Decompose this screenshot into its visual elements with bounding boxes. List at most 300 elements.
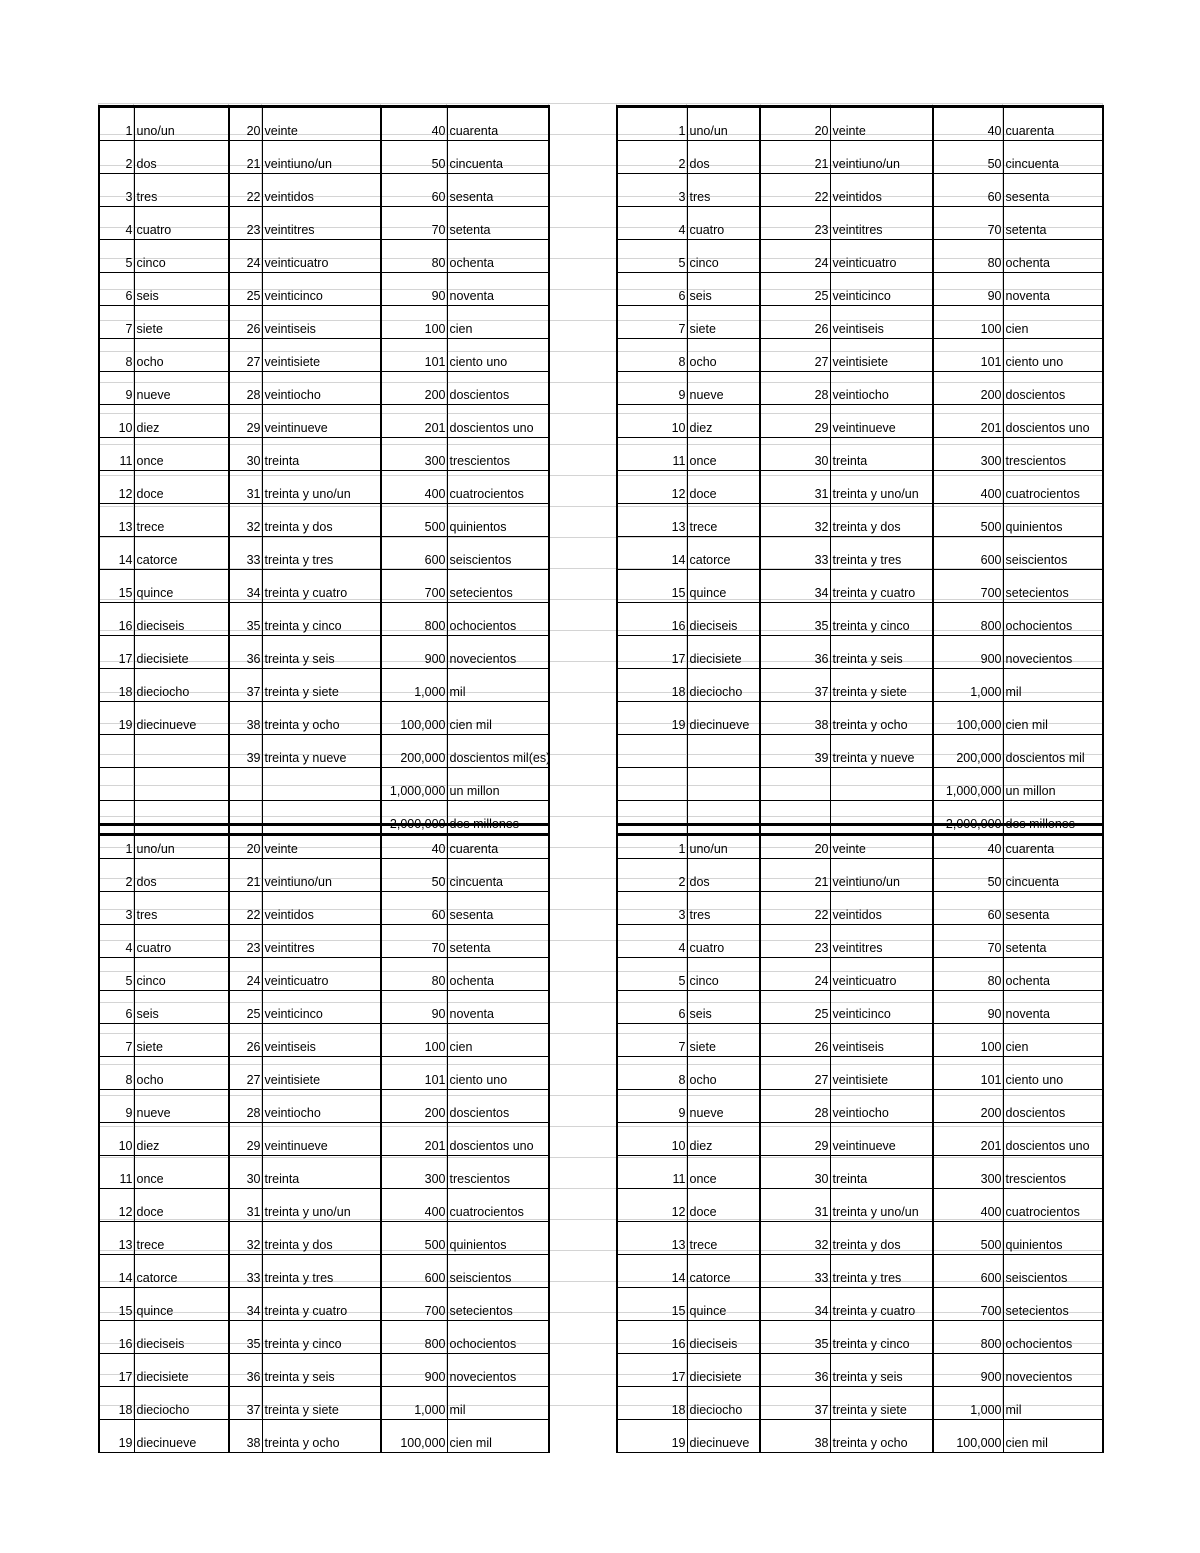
word-cell: sesenta	[447, 892, 549, 925]
word-cell: veintitres	[262, 925, 381, 958]
word-cell: cuatro	[134, 207, 229, 240]
number-cell: 15	[99, 570, 134, 603]
number-cell: 10	[617, 405, 687, 438]
word-cell: cuatrocientos	[447, 1189, 549, 1222]
number-cell	[229, 768, 262, 801]
word-cell: treinta y dos	[262, 1222, 381, 1255]
number-cell: 35	[760, 603, 830, 636]
number-cell: 60	[933, 174, 1003, 207]
number-table-top-left	[98, 105, 550, 836]
word-cell: veintitres	[262, 207, 381, 240]
number-cell: 6	[617, 991, 687, 1024]
number-cell: 15	[617, 570, 687, 603]
number-cell: 24	[760, 958, 830, 991]
number-cell: 80	[381, 240, 447, 273]
word-cell: treinta y siete	[830, 669, 933, 702]
word-cell: doce	[134, 1189, 229, 1222]
word-cell: treinta y tres	[262, 1255, 381, 1288]
word-cell: dieciocho	[134, 669, 229, 702]
number-cell: 90	[933, 991, 1003, 1024]
number-cell: 34	[229, 1288, 262, 1321]
number-cell: 80	[933, 240, 1003, 273]
number-cell: 90	[381, 273, 447, 306]
word-cell: treinta y ocho	[830, 702, 933, 735]
word-cell: seis	[134, 991, 229, 1024]
number-cell: 80	[381, 958, 447, 991]
number-cell: 34	[760, 1288, 830, 1321]
number-cell: 30	[760, 438, 830, 471]
number-cell: 1	[99, 825, 134, 859]
number-cell: 100	[933, 1024, 1003, 1057]
word-cell: veintiseis	[262, 1024, 381, 1057]
word-cell: veintidos	[830, 174, 933, 207]
table-row	[99, 1123, 549, 1156]
word-cell: dos	[134, 141, 229, 174]
table-row	[617, 240, 1103, 273]
word-cell: treinta y cinco	[830, 1321, 933, 1354]
word-cell: dieciseis	[134, 603, 229, 636]
word-cell: mil	[447, 1387, 549, 1420]
word-cell: dos	[687, 141, 760, 174]
number-cell: 2,000,000	[381, 801, 447, 835]
number-cell: 29	[229, 405, 262, 438]
number-cell	[99, 735, 134, 768]
number-cell: 32	[229, 1222, 262, 1255]
number-cell: 21	[760, 141, 830, 174]
number-cell: 50	[381, 859, 447, 892]
table-row	[99, 859, 549, 892]
number-cell: 39	[229, 735, 262, 768]
word-cell: dieciocho	[687, 1387, 760, 1420]
word-cell: treinta y tres	[830, 1255, 933, 1288]
table-row	[617, 825, 1103, 859]
word-cell: seiscientos	[1003, 1255, 1103, 1288]
table-row	[617, 339, 1103, 372]
table-row	[617, 1156, 1103, 1189]
word-cell: treinta y siete	[262, 1387, 381, 1420]
word-cell: ochocientos	[1003, 603, 1103, 636]
word-cell: cinco	[687, 958, 760, 991]
table-row	[99, 339, 549, 372]
number-cell: 25	[760, 991, 830, 1024]
number-cell: 31	[229, 471, 262, 504]
word-cell: trece	[134, 504, 229, 537]
number-cell: 600	[933, 537, 1003, 570]
number-cell: 19	[617, 1420, 687, 1453]
word-cell: ciento uno	[1003, 1057, 1103, 1090]
word-cell: doscientos uno	[447, 1123, 549, 1156]
word-cell: tres	[687, 174, 760, 207]
number-cell: 2	[617, 141, 687, 174]
number-cell: 22	[229, 174, 262, 207]
number-cell: 100,000	[381, 1420, 447, 1453]
number-cell: 23	[760, 207, 830, 240]
table-row	[617, 702, 1103, 735]
number-cell: 1,000	[933, 1387, 1003, 1420]
word-cell: cien	[447, 306, 549, 339]
number-cell: 5	[99, 240, 134, 273]
number-cell: 33	[760, 1255, 830, 1288]
word-cell: ciento uno	[1003, 339, 1103, 372]
number-cell: 21	[229, 859, 262, 892]
word-cell	[134, 735, 229, 768]
word-cell: doscientos mil	[1003, 735, 1103, 768]
word-cell: treinta y seis	[262, 1354, 381, 1387]
word-cell: cuarenta	[447, 107, 549, 141]
number-cell: 5	[617, 240, 687, 273]
number-cell: 40	[381, 107, 447, 141]
word-cell: dos millones	[447, 801, 549, 835]
number-cell: 31	[760, 1189, 830, 1222]
word-cell: setecientos	[447, 1288, 549, 1321]
word-cell: quince	[134, 570, 229, 603]
table-row	[99, 735, 549, 768]
word-cell: veintidos	[262, 892, 381, 925]
table-row	[99, 207, 549, 240]
number-cell: 22	[760, 174, 830, 207]
word-cell: noventa	[447, 991, 549, 1024]
table-row	[99, 1222, 549, 1255]
number-cell: 2	[99, 141, 134, 174]
table-row	[617, 925, 1103, 958]
word-cell: cincuenta	[1003, 859, 1103, 892]
number-cell: 400	[933, 1189, 1003, 1222]
word-cell: noventa	[1003, 991, 1103, 1024]
table-row	[617, 859, 1103, 892]
number-cell: 70	[381, 925, 447, 958]
table-row	[617, 636, 1103, 669]
table-row	[617, 306, 1103, 339]
word-cell: dos	[134, 859, 229, 892]
number-cell: 35	[229, 1321, 262, 1354]
word-cell: diecisiete	[134, 1354, 229, 1387]
number-cell: 27	[760, 1057, 830, 1090]
word-cell: noventa	[447, 273, 549, 306]
word-cell: ochenta	[1003, 958, 1103, 991]
number-cell: 600	[381, 537, 447, 570]
table-row	[99, 438, 549, 471]
number-cell: 29	[760, 405, 830, 438]
number-cell: 36	[229, 636, 262, 669]
number-cell: 700	[381, 570, 447, 603]
word-cell: veinticuatro	[830, 958, 933, 991]
number-cell: 26	[229, 1024, 262, 1057]
number-cell: 900	[933, 636, 1003, 669]
table-row	[99, 1057, 549, 1090]
number-cell: 300	[381, 1156, 447, 1189]
word-cell: doscientos uno	[1003, 405, 1103, 438]
word-cell: dieciseis	[134, 1321, 229, 1354]
number-cell: 100	[381, 1024, 447, 1057]
word-cell: catorce	[687, 1255, 760, 1288]
number-cell: 1,000	[381, 1387, 447, 1420]
word-cell: ochenta	[447, 240, 549, 273]
word-cell: treinta y uno/un	[830, 1189, 933, 1222]
number-cell: 1	[99, 107, 134, 141]
number-cell: 25	[229, 273, 262, 306]
word-cell: tres	[134, 892, 229, 925]
word-cell: quince	[687, 1288, 760, 1321]
word-cell: setenta	[447, 925, 549, 958]
number-cell: 1	[617, 825, 687, 859]
number-cell: 16	[617, 603, 687, 636]
table-row	[99, 702, 549, 735]
number-cell: 37	[229, 669, 262, 702]
number-cell: 20	[760, 107, 830, 141]
word-cell: ochocientos	[447, 1321, 549, 1354]
table-row	[99, 1420, 549, 1453]
table-row	[99, 825, 549, 859]
number-cell: 32	[229, 504, 262, 537]
number-cell: 800	[381, 603, 447, 636]
number-cell: 1,000,000	[381, 768, 447, 801]
word-cell: siete	[134, 306, 229, 339]
word-cell: cincuenta	[447, 141, 549, 174]
number-cell: 17	[617, 636, 687, 669]
table-row	[617, 1189, 1103, 1222]
number-cell: 37	[760, 1387, 830, 1420]
word-cell: quinientos	[447, 504, 549, 537]
word-cell: treinta	[830, 1156, 933, 1189]
word-cell: cuatrocientos	[1003, 471, 1103, 504]
number-cell: 10	[99, 1123, 134, 1156]
word-cell: treinta y seis	[830, 636, 933, 669]
number-cell: 14	[617, 537, 687, 570]
number-cell: 20	[229, 107, 262, 141]
number-cell: 600	[381, 1255, 447, 1288]
number-cell: 10	[617, 1123, 687, 1156]
number-cell: 12	[99, 1189, 134, 1222]
word-cell: veintisiete	[830, 339, 933, 372]
number-cell: 33	[229, 537, 262, 570]
number-cell: 36	[760, 1354, 830, 1387]
word-cell: novecientos	[447, 636, 549, 669]
word-cell: novecientos	[1003, 1354, 1103, 1387]
number-cell: 1,000,000	[933, 768, 1003, 801]
table-row	[99, 768, 549, 801]
number-cell: 80	[933, 958, 1003, 991]
word-cell: doscientos	[447, 372, 549, 405]
word-cell: quinientos	[1003, 504, 1103, 537]
number-cell: 27	[760, 339, 830, 372]
number-cell: 24	[760, 240, 830, 273]
number-cell: 18	[99, 1387, 134, 1420]
word-cell: ocho	[134, 1057, 229, 1090]
number-cell: 201	[381, 1123, 447, 1156]
word-cell: dieciseis	[687, 603, 760, 636]
number-cell: 201	[933, 405, 1003, 438]
number-cell: 201	[933, 1123, 1003, 1156]
word-cell: once	[134, 1156, 229, 1189]
word-cell: veintinueve	[830, 1123, 933, 1156]
number-cell: 36	[760, 636, 830, 669]
table-row	[99, 636, 549, 669]
number-cell: 35	[760, 1321, 830, 1354]
word-cell: setecientos	[1003, 570, 1103, 603]
table-row	[617, 537, 1103, 570]
word-cell	[687, 735, 760, 768]
word-cell: once	[134, 438, 229, 471]
number-cell: 12	[617, 1189, 687, 1222]
number-cell	[617, 768, 687, 801]
number-cell: 9	[99, 372, 134, 405]
number-cell: 6	[99, 273, 134, 306]
number-cell: 70	[381, 207, 447, 240]
word-cell: sesenta	[1003, 174, 1103, 207]
word-cell: diez	[134, 405, 229, 438]
number-cell: 13	[99, 1222, 134, 1255]
word-cell: veintiuno/un	[262, 141, 381, 174]
number-cell: 40	[381, 825, 447, 859]
word-cell: veintitres	[830, 207, 933, 240]
word-cell: treinta y cuatro	[830, 1288, 933, 1321]
word-cell	[134, 768, 229, 801]
number-cell: 20	[229, 825, 262, 859]
number-cell: 26	[229, 306, 262, 339]
table-row	[617, 991, 1103, 1024]
word-cell: seis	[134, 273, 229, 306]
word-cell: veintisiete	[830, 1057, 933, 1090]
word-cell: treinta y tres	[262, 537, 381, 570]
table-row	[99, 471, 549, 504]
word-cell: cien	[1003, 1024, 1103, 1057]
number-cell: 16	[99, 603, 134, 636]
word-cell: doscientos	[1003, 372, 1103, 405]
number-cell: 11	[99, 1156, 134, 1189]
number-cell: 12	[99, 471, 134, 504]
word-cell: seiscientos	[447, 537, 549, 570]
word-cell: cien mil	[1003, 1420, 1103, 1453]
table-row	[617, 141, 1103, 174]
number-cell: 38	[760, 1420, 830, 1453]
table-row	[617, 603, 1103, 636]
number-cell: 1	[617, 107, 687, 141]
word-cell: catorce	[134, 1255, 229, 1288]
number-cell: 18	[99, 669, 134, 702]
word-cell: trescientos	[447, 438, 549, 471]
word-cell: setenta	[1003, 925, 1103, 958]
word-cell: catorce	[687, 537, 760, 570]
word-cell: treinta y cinco	[262, 1321, 381, 1354]
number-cell: 700	[933, 1288, 1003, 1321]
number-cell: 36	[229, 1354, 262, 1387]
number-cell: 14	[617, 1255, 687, 1288]
table-row	[617, 1354, 1103, 1387]
table-row	[617, 504, 1103, 537]
word-cell: doscientos mil(es)	[447, 735, 549, 768]
number-cell: 13	[617, 1222, 687, 1255]
word-cell: treinta	[830, 438, 933, 471]
number-cell: 300	[933, 1156, 1003, 1189]
number-cell: 21	[760, 859, 830, 892]
word-cell: cuarenta	[1003, 107, 1103, 141]
table-row	[99, 1288, 549, 1321]
number-cell: 500	[933, 504, 1003, 537]
word-cell: treinta y dos	[830, 504, 933, 537]
word-cell: cien mil	[447, 1420, 549, 1453]
number-cell: 3	[617, 892, 687, 925]
table-row	[617, 1387, 1103, 1420]
word-cell: veintidos	[262, 174, 381, 207]
word-cell: ochocientos	[1003, 1321, 1103, 1354]
word-cell: un millon	[1003, 768, 1103, 801]
number-cell: 18	[617, 669, 687, 702]
table-row	[99, 240, 549, 273]
word-cell: veinticuatro	[262, 958, 381, 991]
word-cell: treinta y nueve	[262, 735, 381, 768]
word-cell: treinta	[262, 1156, 381, 1189]
number-cell: 13	[99, 504, 134, 537]
word-cell: doscientos	[1003, 1090, 1103, 1123]
word-cell: veintiseis	[830, 306, 933, 339]
word-cell: treinta y cinco	[262, 603, 381, 636]
table-row	[99, 537, 549, 570]
number-cell: 500	[381, 1222, 447, 1255]
word-cell: veintinueve	[262, 405, 381, 438]
table-row	[99, 174, 549, 207]
table-row	[99, 1189, 549, 1222]
word-cell: setenta	[447, 207, 549, 240]
table-row	[99, 603, 549, 636]
word-cell: siete	[134, 1024, 229, 1057]
word-cell: cinco	[134, 958, 229, 991]
word-cell: trece	[687, 1222, 760, 1255]
number-cell: 100,000	[933, 702, 1003, 735]
number-cell: 60	[381, 174, 447, 207]
word-cell: nueve	[687, 372, 760, 405]
word-cell: doscientos uno	[1003, 1123, 1103, 1156]
number-cell: 400	[933, 471, 1003, 504]
word-cell: ochenta	[1003, 240, 1103, 273]
word-cell: cuarenta	[1003, 825, 1103, 859]
table-row	[617, 471, 1103, 504]
word-cell: veinticuatro	[830, 240, 933, 273]
table-row	[99, 669, 549, 702]
table-row	[617, 735, 1103, 768]
word-cell: uno/un	[687, 107, 760, 141]
table-row	[99, 1354, 549, 1387]
table-row	[99, 405, 549, 438]
number-cell: 4	[99, 207, 134, 240]
number-cell: 1,000	[381, 669, 447, 702]
number-cell: 100	[933, 306, 1003, 339]
word-cell: ochenta	[447, 958, 549, 991]
word-cell: veinticuatro	[262, 240, 381, 273]
word-cell: novecientos	[447, 1354, 549, 1387]
table-row	[617, 669, 1103, 702]
number-cell: 3	[99, 174, 134, 207]
number-cell: 5	[99, 958, 134, 991]
number-cell: 29	[760, 1123, 830, 1156]
word-cell: tres	[134, 174, 229, 207]
word-cell: cinco	[134, 240, 229, 273]
table-row	[99, 1090, 549, 1123]
word-cell: mil	[1003, 669, 1103, 702]
table-row	[617, 1024, 1103, 1057]
table-row	[617, 958, 1103, 991]
word-cell: quince	[134, 1288, 229, 1321]
word-cell: cuarenta	[447, 825, 549, 859]
number-cell: 500	[933, 1222, 1003, 1255]
table-row	[617, 1321, 1103, 1354]
number-cell: 28	[229, 372, 262, 405]
number-cell: 200	[933, 372, 1003, 405]
word-cell: uno/un	[134, 107, 229, 141]
table-row	[617, 405, 1103, 438]
number-cell: 700	[381, 1288, 447, 1321]
word-cell: cincuenta	[1003, 141, 1103, 174]
number-cell: 24	[229, 958, 262, 991]
